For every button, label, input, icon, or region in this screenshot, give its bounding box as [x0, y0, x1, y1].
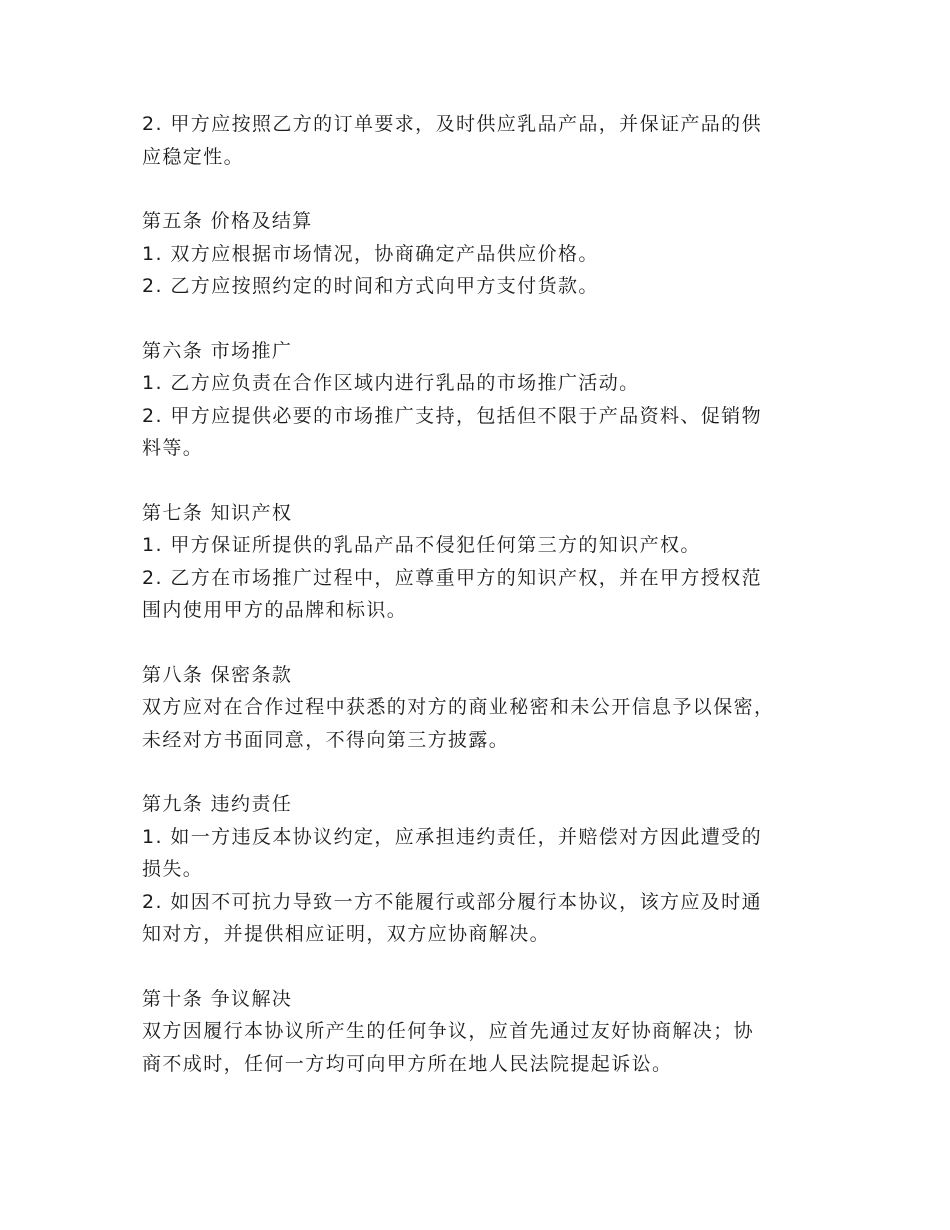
- clause-8-section: [142, 659, 832, 757]
- clause-line: 知对方，并提供相应证明，双方应协商解决。: [142, 923, 551, 945]
- clause-5-section: [142, 205, 832, 303]
- clause-line: 双方因履行本协议所产生的任何争议，应首先通过友好协商解决；协: [142, 1020, 755, 1042]
- clause-line: 损失。: [142, 858, 204, 880]
- clause-line: 1. 如一方违反本协议约定，应承担违约责任，并赔偿对方因此遭受的: [142, 825, 762, 848]
- clause-9-section: [142, 788, 832, 951]
- clause-line: 2. 乙方在市场推广过程中，应尊重甲方的知识产权，并在甲方授权范: [142, 566, 762, 589]
- clause-line: 2. 甲方应提供必要的市场推广支持，包括但不限于产品资料、促销物: [142, 404, 762, 427]
- clause-5-heading: 第五条 价格及结算: [142, 210, 313, 232]
- clause-line: 2. 甲方应按照乙方的订单要求，及时供应乳品产品，并保证产品的供: [142, 113, 762, 135]
- clause-line: 2. 乙方应按照约定的时间和方式向甲方支付货款。: [142, 275, 599, 297]
- clause-4-continuation: [142, 108, 832, 173]
- clause-7-section: [142, 497, 832, 627]
- clause-line: 1. 甲方保证所提供的乳品产品不侵犯任何第三方的知识产权。: [142, 534, 701, 556]
- clause-10-heading: 第十条 争议解决: [142, 987, 293, 1010]
- clause-line: 1. 乙方应负责在合作区域内进行乳品的市场推广活动。: [142, 372, 640, 394]
- clause-line: 应稳定性。: [142, 145, 245, 168]
- clause-6-section: [142, 335, 832, 465]
- document-page: [142, 108, 832, 1112]
- clause-line: 未经对方书面同意，不得向第三方披露。: [142, 728, 510, 751]
- clause-line: 商不成时，任何一方均可向甲方所在地人民法院提起诉讼。: [142, 1052, 673, 1075]
- clause-9-heading: 第九条 违约责任: [142, 793, 293, 815]
- clause-6-heading: 第六条 市场推广: [142, 339, 293, 362]
- clause-8-heading: 第八条 保密条款: [142, 663, 293, 686]
- clause-7-heading: 第七条 知识产权: [142, 501, 293, 524]
- clause-line: 2. 如因不可抗力导致一方不能履行或部分履行本协议，该方应及时通: [142, 890, 762, 913]
- clause-line: 双方应对在合作过程中获悉的对方的商业秘密和未公开信息予以保密，: [142, 696, 775, 718]
- clause-line: 1. 双方应根据市场情况，协商确定产品供应价格。: [142, 242, 599, 265]
- clause-10-section: [142, 983, 832, 1081]
- clause-line: 料等。: [142, 437, 204, 459]
- clause-line: 围内使用甲方的品牌和标识。: [142, 599, 408, 621]
